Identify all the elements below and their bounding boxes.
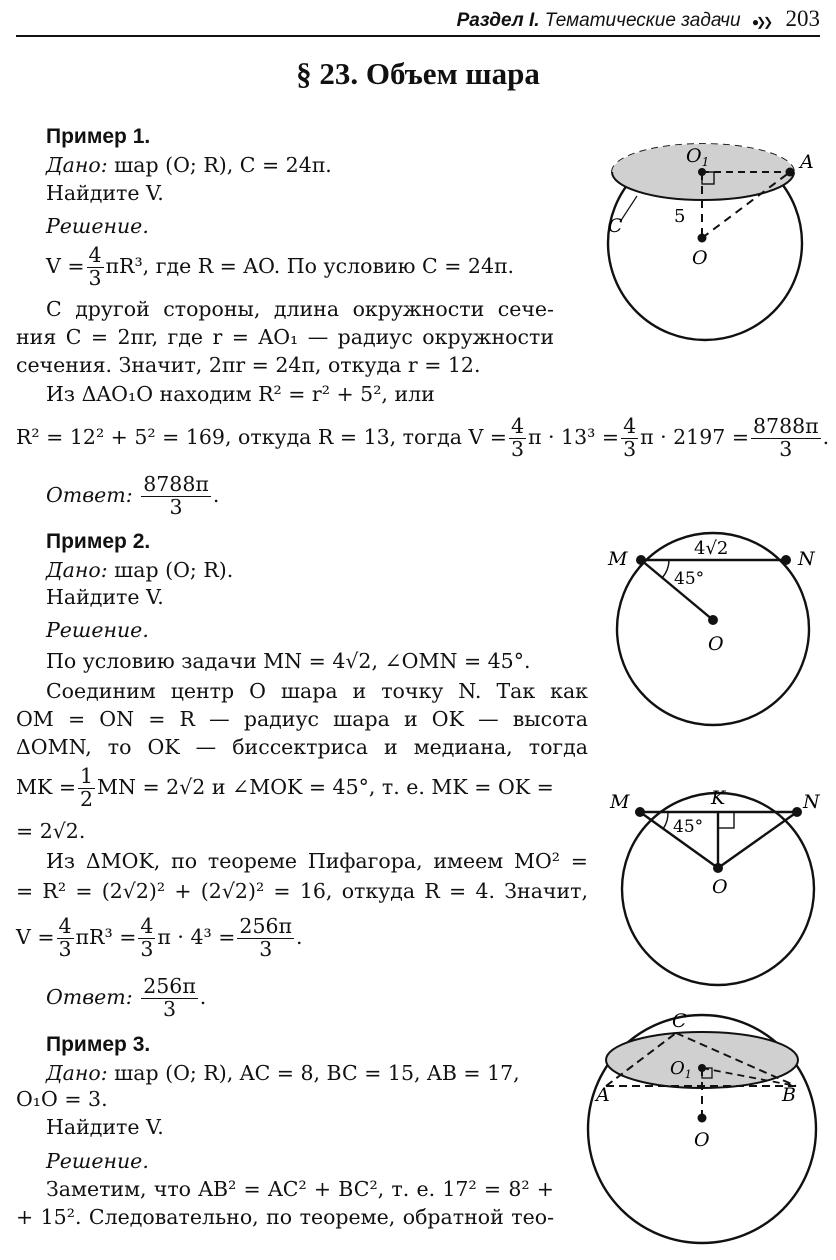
example-3-heading: Пример 3. (46, 1033, 151, 1056)
text-part: . (822, 425, 830, 449)
angle-arc (663, 812, 668, 829)
example-1-line-4: Из ΔAO₁O находим R² = r² + 5², или (46, 382, 435, 406)
answer-label: Ответ: (46, 483, 133, 507)
point-m (635, 807, 645, 817)
answer-label: Ответ: (46, 985, 133, 1009)
label-o1: $O_1$ (670, 1058, 692, 1081)
point-m (636, 555, 646, 565)
example-2-line-6: = 2√2. (16, 819, 86, 843)
fraction (138, 916, 155, 960)
example-2-line-8: = R² = (2√2)² + (2√2)² = 16, откуда R = 4. Значит, (16, 879, 588, 903)
point-n (792, 807, 802, 817)
point-o (713, 863, 723, 873)
label-o: O (708, 633, 724, 655)
text-part: π · 4³ = (157, 925, 236, 949)
example-1-answer (46, 470, 219, 520)
example-2-line-4: ΔOMN, то OK — биссектриса и медиана, тогда (16, 735, 588, 759)
label-o: O (712, 876, 728, 898)
text-part: R² = 12² + 5² = 169, откуда R = 13, тогда V = (16, 425, 507, 449)
example-2-line-2: Соединим центр O шара и точку N. Так как (46, 679, 588, 703)
fraction (87, 245, 104, 289)
fraction-denominator: 3 (162, 997, 177, 1021)
label-o1: $O_1$ (686, 145, 710, 169)
circle-outline (617, 533, 809, 725)
fraction-denominator: 3 (779, 437, 793, 461)
text-part: . (212, 483, 220, 507)
label-c: C (672, 1010, 687, 1032)
example-2-solution-label: Решение. (46, 618, 149, 642)
point-n (781, 555, 791, 565)
header-dots-icon: ●❯❯ (751, 15, 771, 29)
example-1-given (46, 152, 332, 178)
example-1-volume-formula (46, 242, 514, 290)
page-title: § 23. Объем шара (296, 56, 540, 91)
example-2-given (46, 557, 233, 583)
fraction-denominator: 3 (259, 937, 273, 961)
fraction-denominator: 3 (169, 495, 183, 519)
example-2-line-9 (16, 912, 303, 962)
point-o1 (698, 1064, 706, 1072)
label-n: N (803, 791, 820, 813)
example-1-line-1: С другой стороны, длина окружности сече- (46, 297, 554, 321)
point-o (698, 234, 707, 243)
given-label: Дано: (46, 1061, 108, 1085)
fraction-numerator: 4 (623, 414, 637, 439)
figure-3-circle (600, 778, 832, 990)
label-angle: 45° (674, 569, 705, 589)
fraction-denominator: 3 (623, 437, 637, 461)
label-o: O (694, 1129, 710, 1151)
label-o: O (692, 247, 708, 269)
text-part: π · 13³ = (528, 425, 620, 449)
fraction-denominator: 3 (58, 937, 72, 961)
given-label: Дано: (46, 153, 108, 177)
point-a (786, 168, 795, 177)
fraction-numerator: 1 (80, 764, 94, 789)
fraction-numerator: 4 (140, 914, 154, 939)
label-c-leader (620, 196, 637, 222)
fraction (509, 416, 526, 460)
fraction (751, 416, 821, 460)
example-2-find: Найдите V. (46, 585, 164, 609)
fraction (141, 474, 211, 518)
angle-arc (662, 560, 669, 578)
fraction (237, 916, 294, 960)
text-part: V = (16, 925, 55, 949)
example-3-given-2: O₁O = 3. (16, 1087, 108, 1111)
label-k: K (711, 787, 726, 809)
text-part: MN = 2√2 и ∠MOK = 45°, т. е. MK = OK = (97, 775, 554, 799)
text-part: π · 2197 = (640, 425, 749, 449)
fraction (57, 916, 74, 960)
example-2-answer (46, 972, 206, 1022)
example-3-find: Найдите V. (46, 1115, 164, 1139)
label-5: 5 (674, 206, 686, 227)
label-m: M (608, 548, 628, 570)
text-part: . (296, 925, 303, 949)
example-3-given (46, 1060, 520, 1086)
example-1-heading: Пример 1. (46, 125, 151, 148)
point-o (708, 615, 718, 625)
fraction-denominator: 3 (510, 437, 525, 461)
label-b: B (782, 1084, 796, 1106)
given-text: шар (O; R). (114, 558, 234, 582)
label-c: C (608, 215, 623, 237)
fraction-denominator: 2 (80, 787, 94, 811)
section-ellipse (606, 1032, 798, 1088)
fraction-numerator: 8788π (143, 472, 209, 497)
label-angle: 45° (673, 817, 704, 837)
fraction-numerator: 256π (143, 974, 196, 999)
right-angle-mark (718, 812, 734, 828)
example-1-line-5 (16, 412, 829, 462)
example-3-line-1: Заметим, что AB² = AC² + BC², т. е. 17² = 8² + (46, 1177, 554, 1201)
label-n: N (798, 548, 815, 570)
header-rule (16, 35, 820, 37)
given-text: шар (O; R), C = 24π. (114, 153, 332, 177)
figure-1-sphere (596, 128, 832, 360)
fraction (621, 416, 638, 460)
example-2-heading: Пример 2. (46, 530, 151, 553)
label-m: M (610, 791, 630, 813)
text-part: MK = (16, 775, 76, 799)
fraction-denominator: 3 (88, 266, 102, 290)
fraction-denominator: 3 (140, 937, 154, 961)
segment-no (718, 812, 797, 868)
example-1-find: Найдите V. (46, 181, 164, 205)
header-theme: Тематические задачи (544, 10, 741, 31)
text-part: πR³ = (75, 925, 137, 949)
given-label: Дано: (46, 558, 108, 582)
label-a: A (596, 1084, 610, 1106)
running-header (457, 6, 820, 32)
example-2-line-3: OM = ON = R — радиус шара и OK — высота (16, 707, 588, 731)
page-number: 203 (785, 6, 820, 31)
example-3-solution-label: Решение. (46, 1149, 149, 1173)
example-1-solution-label: Решение. (46, 214, 149, 238)
fraction (78, 766, 95, 810)
fraction-numerator: 4 (88, 243, 102, 268)
fraction-numerator: 8788π (753, 414, 819, 439)
fraction-numerator: 256π (239, 914, 293, 939)
fraction-numerator: 4 (510, 414, 525, 439)
figure-4-sphere (584, 1008, 828, 1252)
fraction (141, 976, 198, 1020)
figure-2-circle (600, 520, 832, 736)
formula-prefix: V = (46, 254, 85, 278)
point-o1 (698, 168, 706, 176)
fraction-numerator: 4 (58, 914, 72, 939)
formula-rest: πR³, где R = AO. По условию C = 24π. (105, 254, 514, 278)
text-part: . (199, 985, 207, 1009)
example-2-line-1: По условию задачи MN = 4√2, ∠OMN = 45°. (46, 649, 531, 673)
label-length: 4√2 (694, 538, 729, 559)
example-1-line-2: ния C = 2πr, где r = AO₁ — радиус окружности (16, 325, 554, 349)
point-o (698, 1114, 707, 1123)
example-3-line-2: + 15². Следовательно, по теореме, обратной тео- (16, 1205, 554, 1229)
example-2-line-5 (16, 762, 554, 812)
given-text: шар (O; R), AC = 8, BC = 15, AB = 17, (114, 1061, 520, 1085)
example-2-line-7: Из ΔMOK, по теореме Пифагора, имеем MO² = (46, 849, 588, 873)
example-1-line-3: сечения. Значит, 2πr = 24π, откуда r = 12. (16, 353, 481, 377)
header-section: Раздел I. (456, 10, 540, 31)
label-a: A (800, 151, 814, 173)
